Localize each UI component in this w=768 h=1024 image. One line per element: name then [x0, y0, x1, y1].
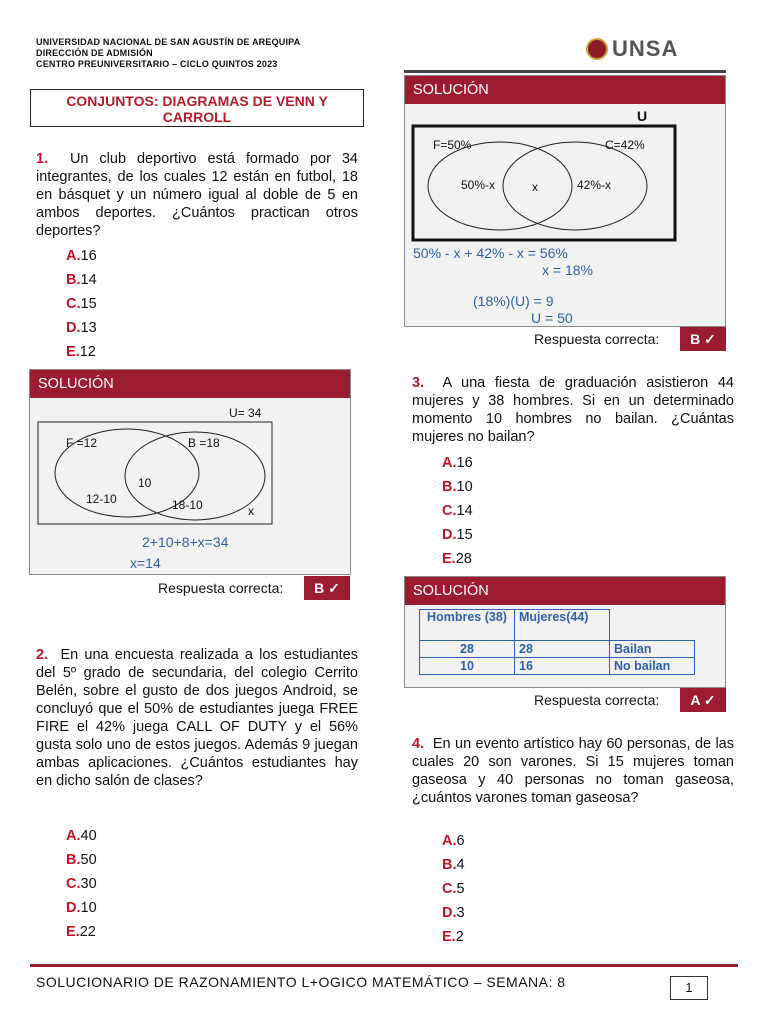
option-b: B.10 [442, 479, 473, 495]
solution-3 [404, 576, 726, 688]
question-number: 3. [412, 375, 425, 391]
cell-mujeres-no-bailan: 16 [515, 658, 610, 675]
option-d: D.10 [66, 900, 97, 916]
equation-4: U = 50 [531, 310, 573, 326]
cycle-name: CENTRO PREUNIVERSITARIO – CICLO QUINTOS 2023 [36, 59, 278, 69]
option-e: E.12 [66, 344, 96, 360]
equation-1: 50% - x + 42% - x = 56% [413, 245, 568, 261]
page-number: 1 [670, 976, 708, 1000]
question-number: 4. [412, 736, 425, 752]
option-e: E.28 [442, 551, 472, 567]
row-label-bailan: Bailan [610, 641, 695, 658]
answer-label: Respuesta correcta: [534, 692, 660, 708]
answer-badge: B ✓ [304, 576, 350, 600]
equation-2: x = 18% [542, 262, 593, 278]
answer-badge: A ✓ [680, 688, 726, 712]
venn2-only-f: 50%-x [461, 178, 496, 192]
option-a: A.40 [66, 828, 97, 844]
footer-title: SOLUCIONARIO DE RAZONAMIENTO L+OGICO MATEMÁTICO – SEMANA: 8 [36, 974, 566, 990]
venn1-only-f: 12-10 [86, 492, 117, 506]
question-text: En un evento artístico hay 60 personas, de las cuales 20 son varones. Si 15 mujeres toman gaseosa y 40 personas no toman gaseosa, ¿cuántos varones toman gaseosa? [412, 736, 734, 806]
solution-heading: SOLUCIÓN [405, 76, 725, 104]
option-b: B.14 [66, 272, 97, 288]
header-mujeres: Mujeres(44) [515, 610, 610, 641]
question-text: A una fiesta de graduación asistieron 44 mujeres y 38 hombres. Si en un determinado momento 10 hombres no bailan. ¿Cuántas mujeres no bailan? [412, 375, 734, 445]
option-a: A.6 [442, 833, 465, 849]
equation-2: x=14 [130, 555, 161, 571]
answer-label: Respuesta correcta: [158, 580, 284, 596]
venn-diagram-2 [405, 116, 725, 256]
option-d: D.15 [442, 527, 473, 543]
cell-hombres-no-bailan: 10 [420, 658, 515, 675]
venn-diagram-1 [30, 398, 350, 578]
options-q1 [66, 244, 97, 364]
university-name: UNIVERSIDAD NACIONAL DE SAN AGUSTÍN DE AREQUIPA [36, 37, 301, 47]
option-c: C.30 [66, 876, 97, 892]
option-d: D.3 [442, 905, 465, 921]
equation-1: 2+10+8+x=34 [142, 534, 229, 550]
option-b: B.50 [66, 852, 97, 868]
question-3 [412, 374, 734, 446]
option-e: E.2 [442, 929, 464, 945]
venn1-set-b: B =18 [188, 436, 220, 450]
question-number: 2. [36, 647, 49, 663]
question-number: 1. [36, 151, 49, 167]
answer-badge: B ✓ [680, 327, 726, 351]
cell-mujeres-bailan: 28 [515, 641, 610, 658]
unsa-seal-icon [586, 38, 608, 60]
header-empty [610, 610, 695, 641]
venn1-universe: U= 34 [229, 406, 262, 420]
cell-hombres-bailan: 28 [420, 641, 515, 658]
row-label-no-bailan: No bailan [610, 658, 695, 675]
header-divider [404, 70, 726, 73]
footer-divider [30, 964, 738, 967]
venn1-set-f: F =12 [66, 436, 98, 450]
option-a: A.16 [66, 248, 97, 264]
options-q3 [442, 451, 473, 571]
venn1-only-b: 18-10 [172, 498, 203, 512]
logo-text: UNSA [612, 36, 679, 61]
question-text: Un club deportivo está formado por 34 integrantes, de los cuales 12 están en futbol, 18 en básquet y un número igual al doble de 5 en ambos deportes. ¿Cuántos practican otros deportes? [36, 151, 358, 239]
solution-2 [404, 75, 726, 327]
venn1-both: 10 [138, 476, 152, 490]
venn2-set-c: C=42% [605, 138, 645, 152]
venn2-set-f: F=50% [433, 138, 472, 152]
option-a: A.16 [442, 455, 473, 471]
option-c: C.5 [442, 881, 465, 897]
solution-heading: SOLUCIÓN [30, 370, 350, 398]
solution-heading: SOLUCIÓN [405, 577, 725, 605]
solution-1 [29, 369, 351, 575]
admission-office: DIRECCIÓN DE ADMISIÓN [36, 48, 153, 58]
option-d: D.13 [66, 320, 97, 336]
venn2-both: x [532, 180, 538, 194]
venn1-outside: x [248, 504, 254, 518]
question-4 [412, 735, 734, 807]
option-e: E.22 [66, 924, 96, 940]
question-text: En una encuesta realizada a los estudiantes del 5º grado de secundaria, del colegio Cerrito Belén, sobre el gusto de dos juegos Android, se concluyó que el 50% de estudiantes juega FREE FIRE el 42% juega CALL OF DUTY y el 56% gusta solo uno de estos juegos. Además 9 juegan ambas aplicaciones. ¿Cuántos estudiantes hay en dicho salón de clases? [36, 647, 359, 789]
option-b: B.4 [442, 857, 465, 873]
carroll-table [419, 609, 695, 675]
options-q4 [442, 829, 465, 949]
unsa-logo [586, 34, 706, 64]
question-2 [36, 646, 358, 790]
equation-3: (18%)(U) = 9 [473, 293, 554, 309]
question-1 [36, 150, 358, 240]
venn2-only-c: 42%-x [577, 178, 612, 192]
venn2-universe: U [637, 108, 648, 124]
section-title: CONJUNTOS: DIAGRAMAS DE VENN Y CARROLL [30, 89, 364, 127]
header-hombres: Hombres (38) [420, 610, 515, 641]
options-q2 [66, 824, 97, 944]
option-c: C.15 [66, 296, 97, 312]
option-c: C.14 [442, 503, 473, 519]
answer-label: Respuesta correcta: [534, 331, 660, 347]
